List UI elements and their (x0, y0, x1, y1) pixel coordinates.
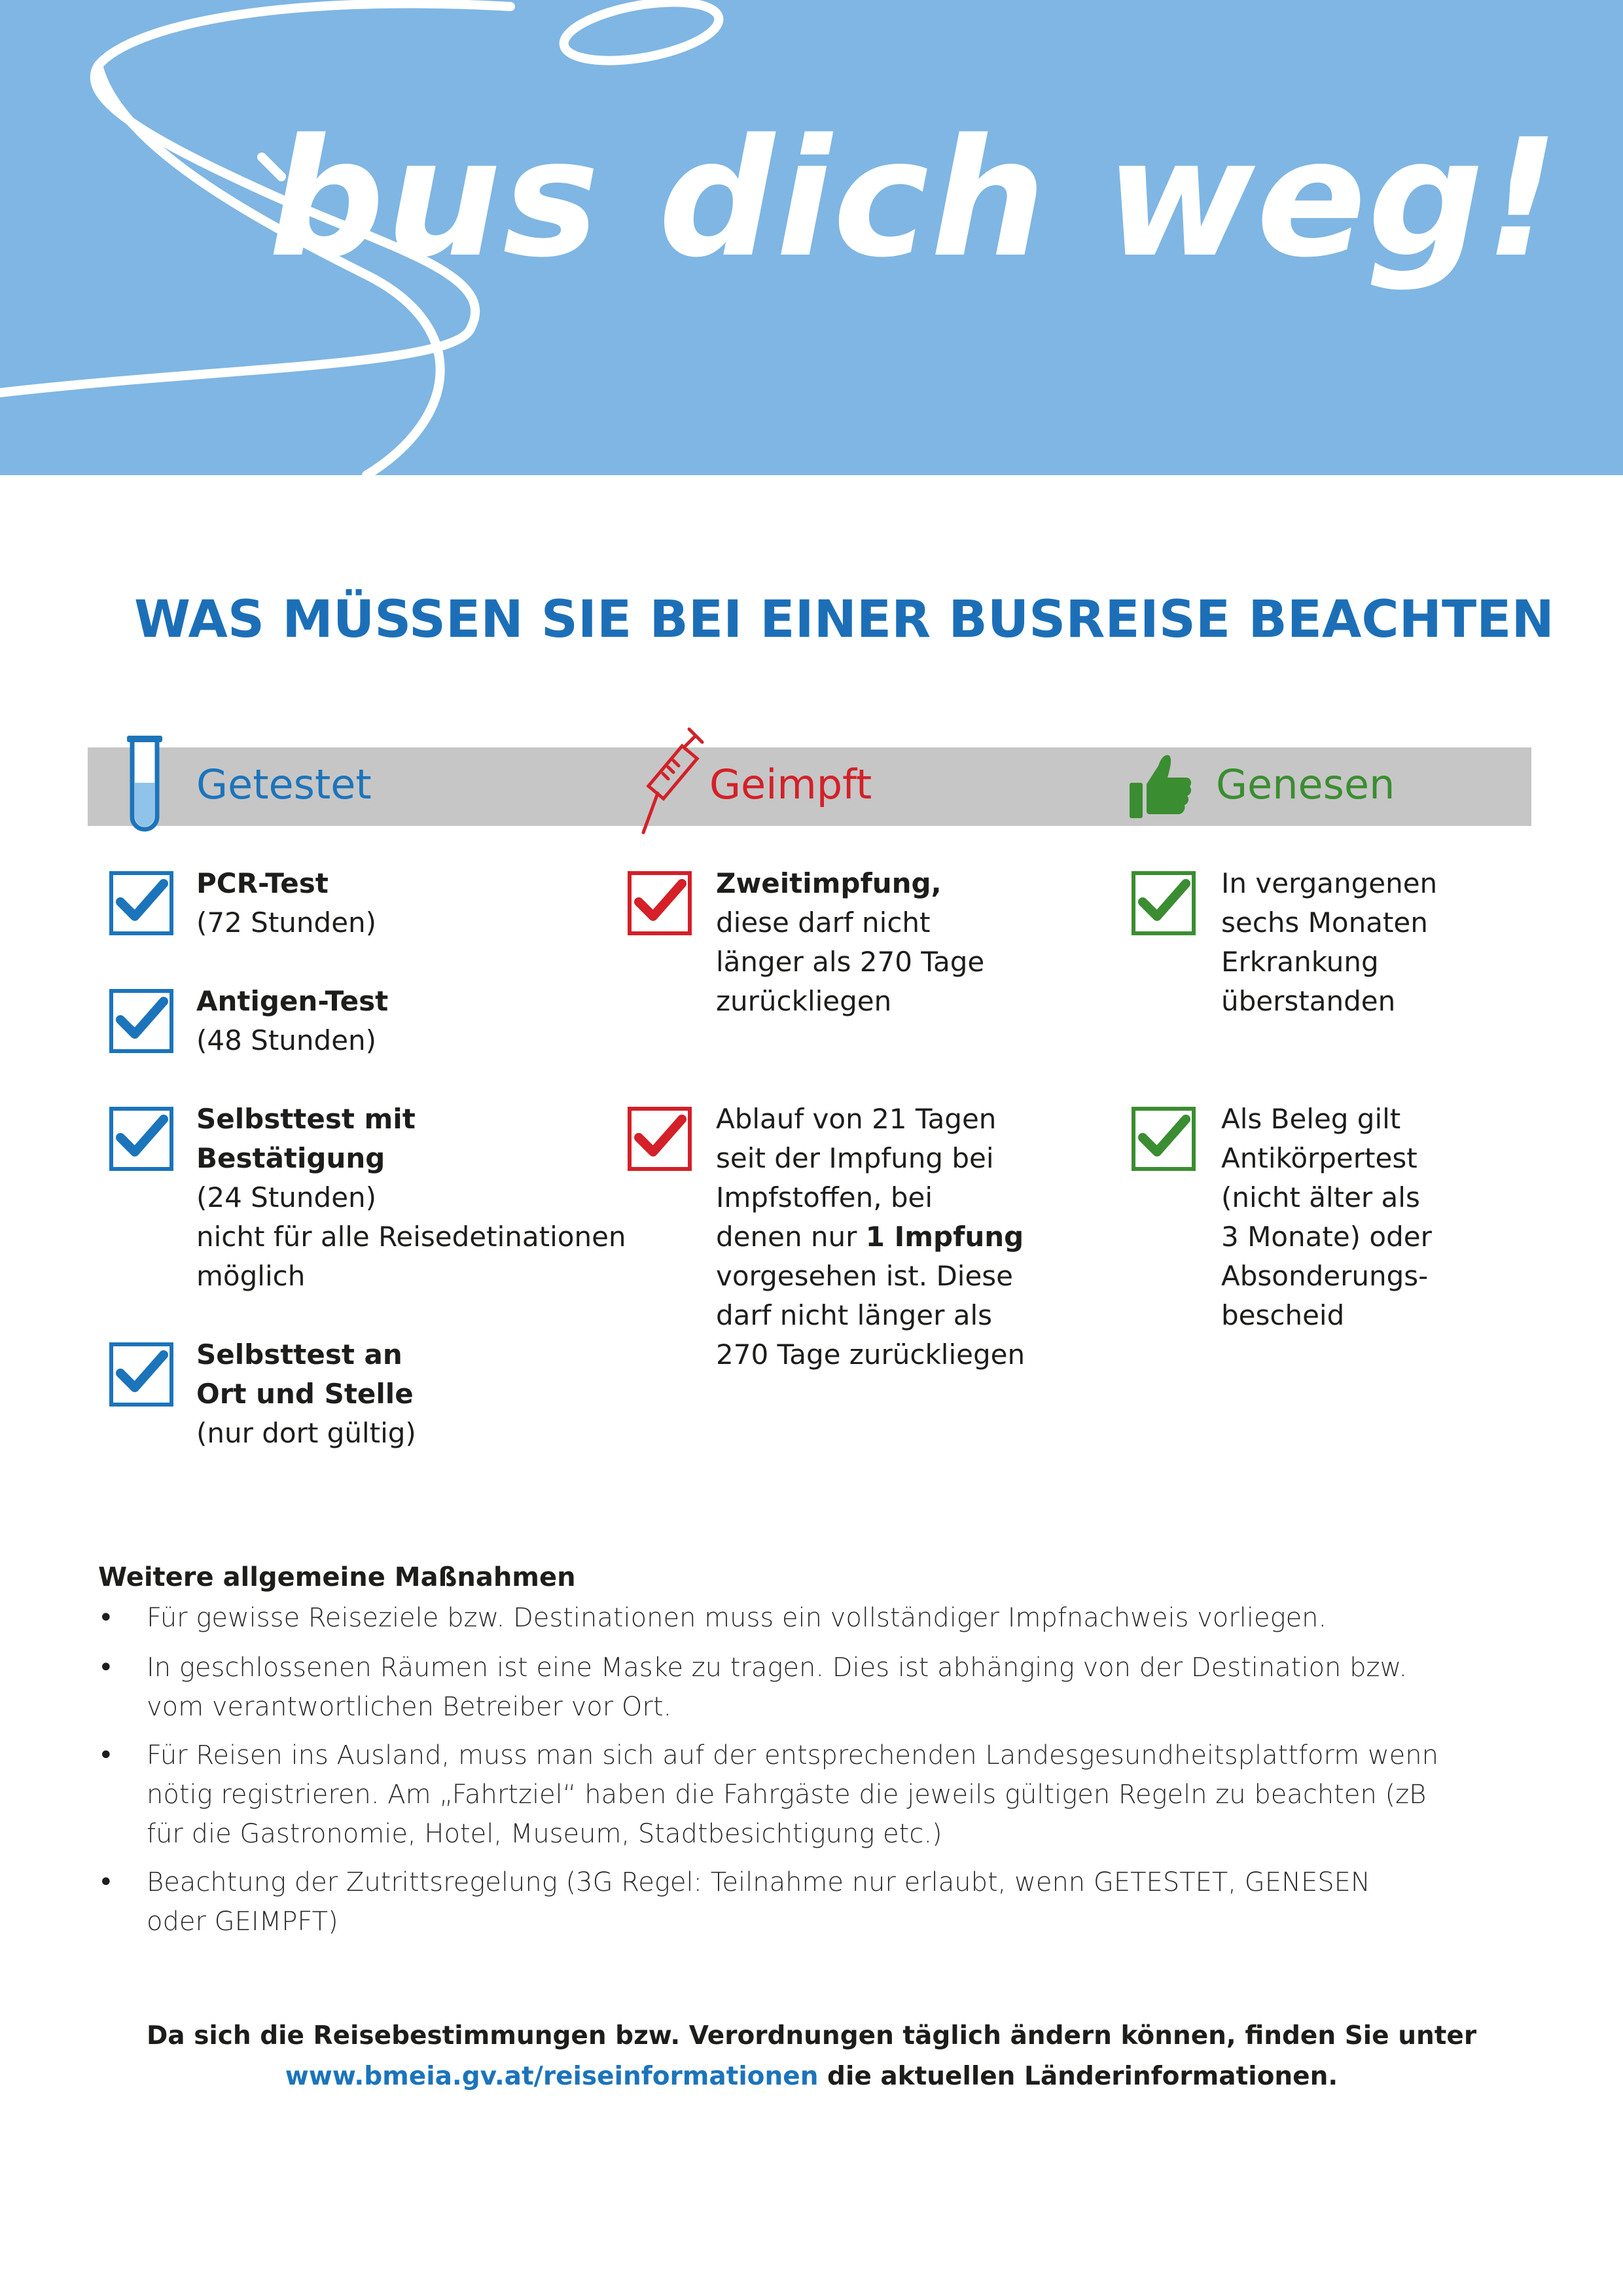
item-text-part: überstanden (1221, 985, 1396, 1017)
item-line (1221, 1217, 1432, 1257)
item-text-part: Bestätigung (196, 1142, 385, 1174)
item-line (716, 942, 984, 982)
item-text-part: Zweitimpfung, (716, 867, 942, 899)
column-title-getestet: Getestet (196, 761, 372, 808)
column-title-genesen: Genesen (1216, 761, 1395, 808)
item-text-part: Antigen-Test (196, 985, 389, 1017)
column-title-geimpft: Geimpft (709, 761, 872, 808)
bullet-icon: • (98, 1603, 114, 1633)
syringe-icon (638, 720, 710, 838)
item-line (716, 1217, 1025, 1257)
test-tube-icon (122, 732, 168, 840)
item-line (196, 1178, 626, 1217)
checkbox-getestet-4 (109, 1342, 174, 1407)
checkbox-genesen-1 (1131, 870, 1196, 936)
item-text-part: möglich (196, 1260, 306, 1292)
item-text-part: Impfstoffen, bei (716, 1181, 933, 1213)
item-line (1221, 1178, 1432, 1217)
item-line (196, 982, 388, 1021)
checkbox-geimpft-1 (627, 870, 692, 936)
measure-line: für die Gastronomie, Hotel, Museum, Stadtbesichtigung etc.) (147, 1819, 942, 1849)
item-line (1221, 1139, 1432, 1178)
measure-line: nötig registrieren. Am „Fahrtziel“ haben die Fahrgäste die jeweils gültigen Regeln zu beachten (zB (147, 1780, 1427, 1810)
bullet-icon: • (98, 1867, 114, 1897)
item-getestet-3 (196, 1100, 626, 1296)
item-text-part: (72 Stunden) (196, 906, 377, 939)
checkbox-getestet-2 (109, 988, 174, 1054)
item-line (196, 1100, 626, 1139)
header-banner (0, 0, 1623, 475)
item-text-part: darf nicht länger als (716, 1299, 993, 1331)
item-getestet-4 (196, 1335, 416, 1453)
item-genesen-2 (1221, 1100, 1432, 1335)
item-text-part: 1 Impfung (865, 1221, 1024, 1253)
item-getestet-2 (196, 982, 388, 1060)
item-line (196, 1139, 626, 1178)
item-line (1221, 1257, 1432, 1296)
item-text-part: vorgesehen ist. Diese (716, 1260, 1014, 1292)
bullet-icon: • (98, 1740, 114, 1770)
item-geimpft-1 (716, 864, 984, 1021)
measure-line: Beachtung der Zutrittsregelung (3G Regel: Teilnahme nur erlaubt, wenn GETESTET, GENESEN (147, 1867, 1370, 1897)
footer-line-2-suffix: die aktuellen Länderinformationen. (818, 2062, 1338, 2091)
bullet-icon: • (98, 1653, 114, 1683)
item-line (716, 1100, 1025, 1139)
thumbs-up-icon (1128, 751, 1194, 821)
item-line (716, 864, 984, 903)
bmeia-link[interactable]: www.bmeia.gv.at/reiseinformationen (285, 2062, 819, 2091)
item-text-part: länger als 270 Tage (716, 946, 985, 978)
item-line (716, 1178, 1025, 1217)
item-line (716, 1257, 1025, 1296)
item-text-part: Ablauf von 21 Tagen (716, 1103, 997, 1135)
item-line (1221, 942, 1437, 982)
item-text-part: PCR-Test (196, 867, 329, 899)
measure-line: In geschlossenen Räumen ist eine Maske zu tragen. Dies ist abhänging von der Destination bzw. (147, 1653, 1408, 1683)
measure-item-1 (147, 1598, 1327, 1638)
measure-item-2 (147, 1648, 1407, 1727)
banner-title: bus dich weg! (268, 105, 1561, 293)
measure-line: Für gewisse Reiseziele bzw. Destinationen muss ein vollständiger Impfnachweis vorliegen. (147, 1603, 1327, 1633)
item-text-part: Erkrankung (1221, 946, 1379, 978)
item-line (716, 1139, 1025, 1178)
item-getestet-1 (196, 864, 376, 942)
item-line (716, 982, 984, 1021)
page-title: WAS MÜSSEN SIE BEI EINER BUSREISE BEACHTEN (134, 590, 1554, 649)
item-text-part: bescheid (1221, 1299, 1345, 1331)
item-text-part: (nur dort gültig) (196, 1417, 416, 1449)
item-line (196, 1335, 416, 1374)
measure-item-4 (147, 1863, 1370, 1941)
item-line (196, 864, 376, 903)
item-text-part: 3 Monate) oder (1221, 1221, 1432, 1253)
footer-line-1: Da sich die Reisebestimmungen bzw. Verordnungen täglich ändern können, finden Sie unter (146, 2021, 1477, 2051)
item-line (716, 903, 984, 942)
measure-line: oder GEIMPFT) (147, 1907, 338, 1937)
measures-heading: Weitere allgemeine Maßnahmen (98, 1562, 576, 1592)
item-text-part: zurückliegen (716, 985, 892, 1017)
checkbox-genesen-2 (1131, 1106, 1196, 1172)
item-line (1221, 1296, 1432, 1335)
item-line (1221, 864, 1437, 903)
item-text-part: Selbsttest mit (196, 1103, 416, 1135)
item-text-part: 270 Tage zurückliegen (716, 1338, 1026, 1371)
item-text-part: In vergangenen (1221, 867, 1438, 899)
item-geimpft-2 (716, 1100, 1025, 1374)
measure-line: vom verantwortlichen Betreiber vor Ort. (147, 1692, 672, 1722)
checkbox-getestet-1 (109, 870, 174, 936)
footer-note (0, 2016, 1623, 2097)
item-text-part: (48 Stunden) (196, 1024, 377, 1056)
item-line (716, 1296, 1025, 1335)
item-line (196, 1257, 626, 1296)
item-text-part: diese darf nicht (716, 906, 931, 939)
item-line (196, 1217, 626, 1257)
item-text-part: (nicht älter als (1221, 1181, 1420, 1213)
item-line (196, 903, 376, 942)
checkbox-geimpft-2 (627, 1106, 692, 1172)
item-line (716, 1335, 1025, 1374)
measure-line: Für Reisen ins Ausland, muss man sich auf der entsprechenden Landesgesundheitsplattform wenn (147, 1740, 1438, 1770)
item-text-part: (24 Stunden) (196, 1181, 377, 1213)
checkbox-getestet-3 (109, 1106, 174, 1172)
item-text-part: nicht für alle Reisedetinationen (196, 1221, 626, 1253)
item-text-part: seit der Impfung bei (716, 1142, 994, 1174)
item-text-part: Ort und Stelle (196, 1378, 414, 1410)
item-line (1221, 982, 1437, 1021)
item-line (1221, 1100, 1432, 1139)
item-text-part: Selbsttest an (196, 1338, 402, 1371)
footer-line-2 (0, 2056, 1623, 2097)
item-line (1221, 903, 1437, 942)
item-genesen-1 (1221, 864, 1437, 1021)
item-text-part: denen nur (716, 1221, 866, 1253)
item-text-part: Als Beleg gilt (1221, 1103, 1401, 1135)
item-text-part: sechs Monaten (1221, 906, 1428, 939)
item-line (196, 1374, 416, 1414)
measure-item-3 (147, 1736, 1438, 1854)
item-text-part: Antikörpertest (1221, 1142, 1418, 1174)
item-line (196, 1414, 416, 1453)
item-line (196, 1021, 388, 1060)
item-text-part: Absonderungs- (1221, 1260, 1429, 1292)
